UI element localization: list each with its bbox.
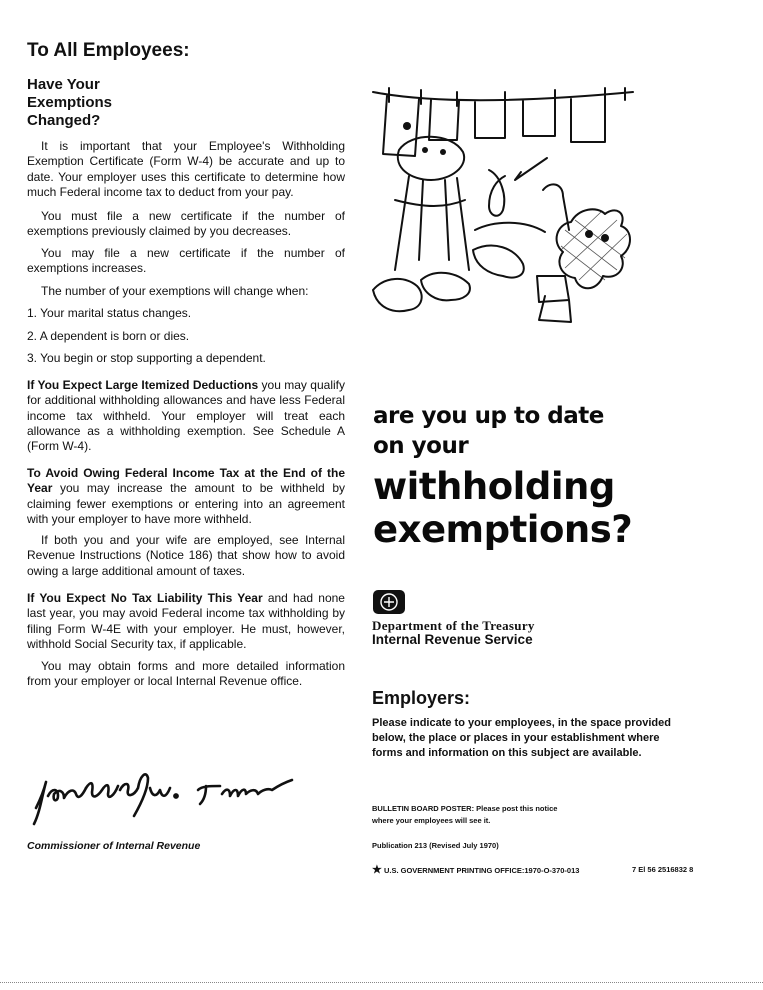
both-employed-paragraph <box>27 533 345 579</box>
intro-text: It is important that your Employee's Withholding Exemption Certificate (Form W-4) be accurate and up to date. Your employer uses this certificate to determine how much Federal income tax to deduct from your pay. <box>27 139 345 199</box>
agency-name: Internal Revenue Service <box>372 632 533 647</box>
no-tax-paragraph <box>27 591 345 652</box>
treasury-seal-icon <box>372 589 406 615</box>
list-number: 3. <box>27 351 38 365</box>
list-text: You begin or stop supporting a dependent. <box>40 351 266 365</box>
employers-instructions: Please indicate to your employees, in the space provided below, the place or places in your establishment where forms and information on this subject are available. <box>372 717 671 759</box>
may-file-text: You may file a new certificate if the number of exemptions increases. <box>27 246 345 276</box>
employers-heading: Employers: <box>372 688 471 708</box>
change-when-text: The number of your exemptions will change when: <box>41 284 309 298</box>
obtain-forms-paragraph <box>27 659 345 690</box>
subheading: Have Your Exemptions Changed? <box>27 76 113 129</box>
headline-line-2: on your <box>373 433 469 459</box>
gpo-line <box>372 864 579 877</box>
headline-line-3: withholding <box>373 465 615 508</box>
avoid-lead: To Avoid Owing Federal Income Tax at the End of the Year <box>27 466 345 496</box>
headline-line-1: are you up to date <box>373 403 604 429</box>
gpo-text: U.S. GOVERNMENT PRINTING OFFICE:1970-O-370-013 <box>383 866 580 875</box>
must-file-text: You must file a new certificate if the number of exemptions previously claimed by you decreases. <box>27 209 345 239</box>
change-when-paragraph <box>27 284 345 299</box>
signature <box>30 760 300 830</box>
itemized-lead: If You Expect Large Itemized Deductions <box>27 378 259 392</box>
no-tax-rest: and had none last year, you may avoid Federal income tax withholding by filing Form W-4E with your employer. He must, however, withhold Social Security tax, if applicable. <box>27 591 345 651</box>
avoid-rest: you may increase the amount to be withheld by claiming fewer exemptions or entering into an agreement with your employer to have more withheld. <box>27 481 345 526</box>
itemized-rest: you may qualify for additional withholding allowances and have less Federal income tax withheld. Your employer will treat each allowance as a withholding exemption. See Schedule A (Form W-4). <box>27 378 345 454</box>
publication-number: Publication 213 (Revised July 1970) <box>372 841 499 850</box>
both-employed-text: If both you and your wife are employed, see Internal Revenue Instructions (Notice 186) that show how to avoid owing a large additional amount of taxes. <box>27 533 345 578</box>
stock-number: 7 El 56 2516832 8 <box>632 865 694 874</box>
list-text: Your marital status changes. <box>40 306 192 320</box>
list-number: 2. <box>27 329 38 343</box>
may-file-paragraph <box>27 246 345 277</box>
intro-paragraph <box>27 139 345 200</box>
must-file-paragraph <box>27 209 345 240</box>
avoid-paragraph <box>27 466 345 527</box>
obtain-forms-text: You may obtain forms and more detailed information from your employer or local Internal Revenue office. <box>27 659 345 689</box>
commissioner-title: Commissioner of Internal Revenue <box>27 840 201 852</box>
bulletin-note: BULLETIN BOARD POSTER: Please post this notice where your employees will see it. <box>372 804 558 825</box>
clothesline-illustration <box>365 80 645 350</box>
department-name: Department of the Treasury <box>372 618 535 633</box>
list-number: 1. <box>27 306 38 320</box>
list-item <box>27 306 345 321</box>
list-item <box>27 351 345 366</box>
page-heading: To All Employees: <box>27 40 190 61</box>
list-item <box>27 329 345 344</box>
no-tax-lead: If You Expect No Tax Liability This Year <box>27 591 263 605</box>
bottom-divider <box>0 982 763 983</box>
list-text: A dependent is born or dies. <box>39 329 190 343</box>
star-icon: ★ <box>372 864 382 876</box>
headline-line-4: exemptions? <box>373 508 633 551</box>
itemized-paragraph <box>27 378 345 454</box>
